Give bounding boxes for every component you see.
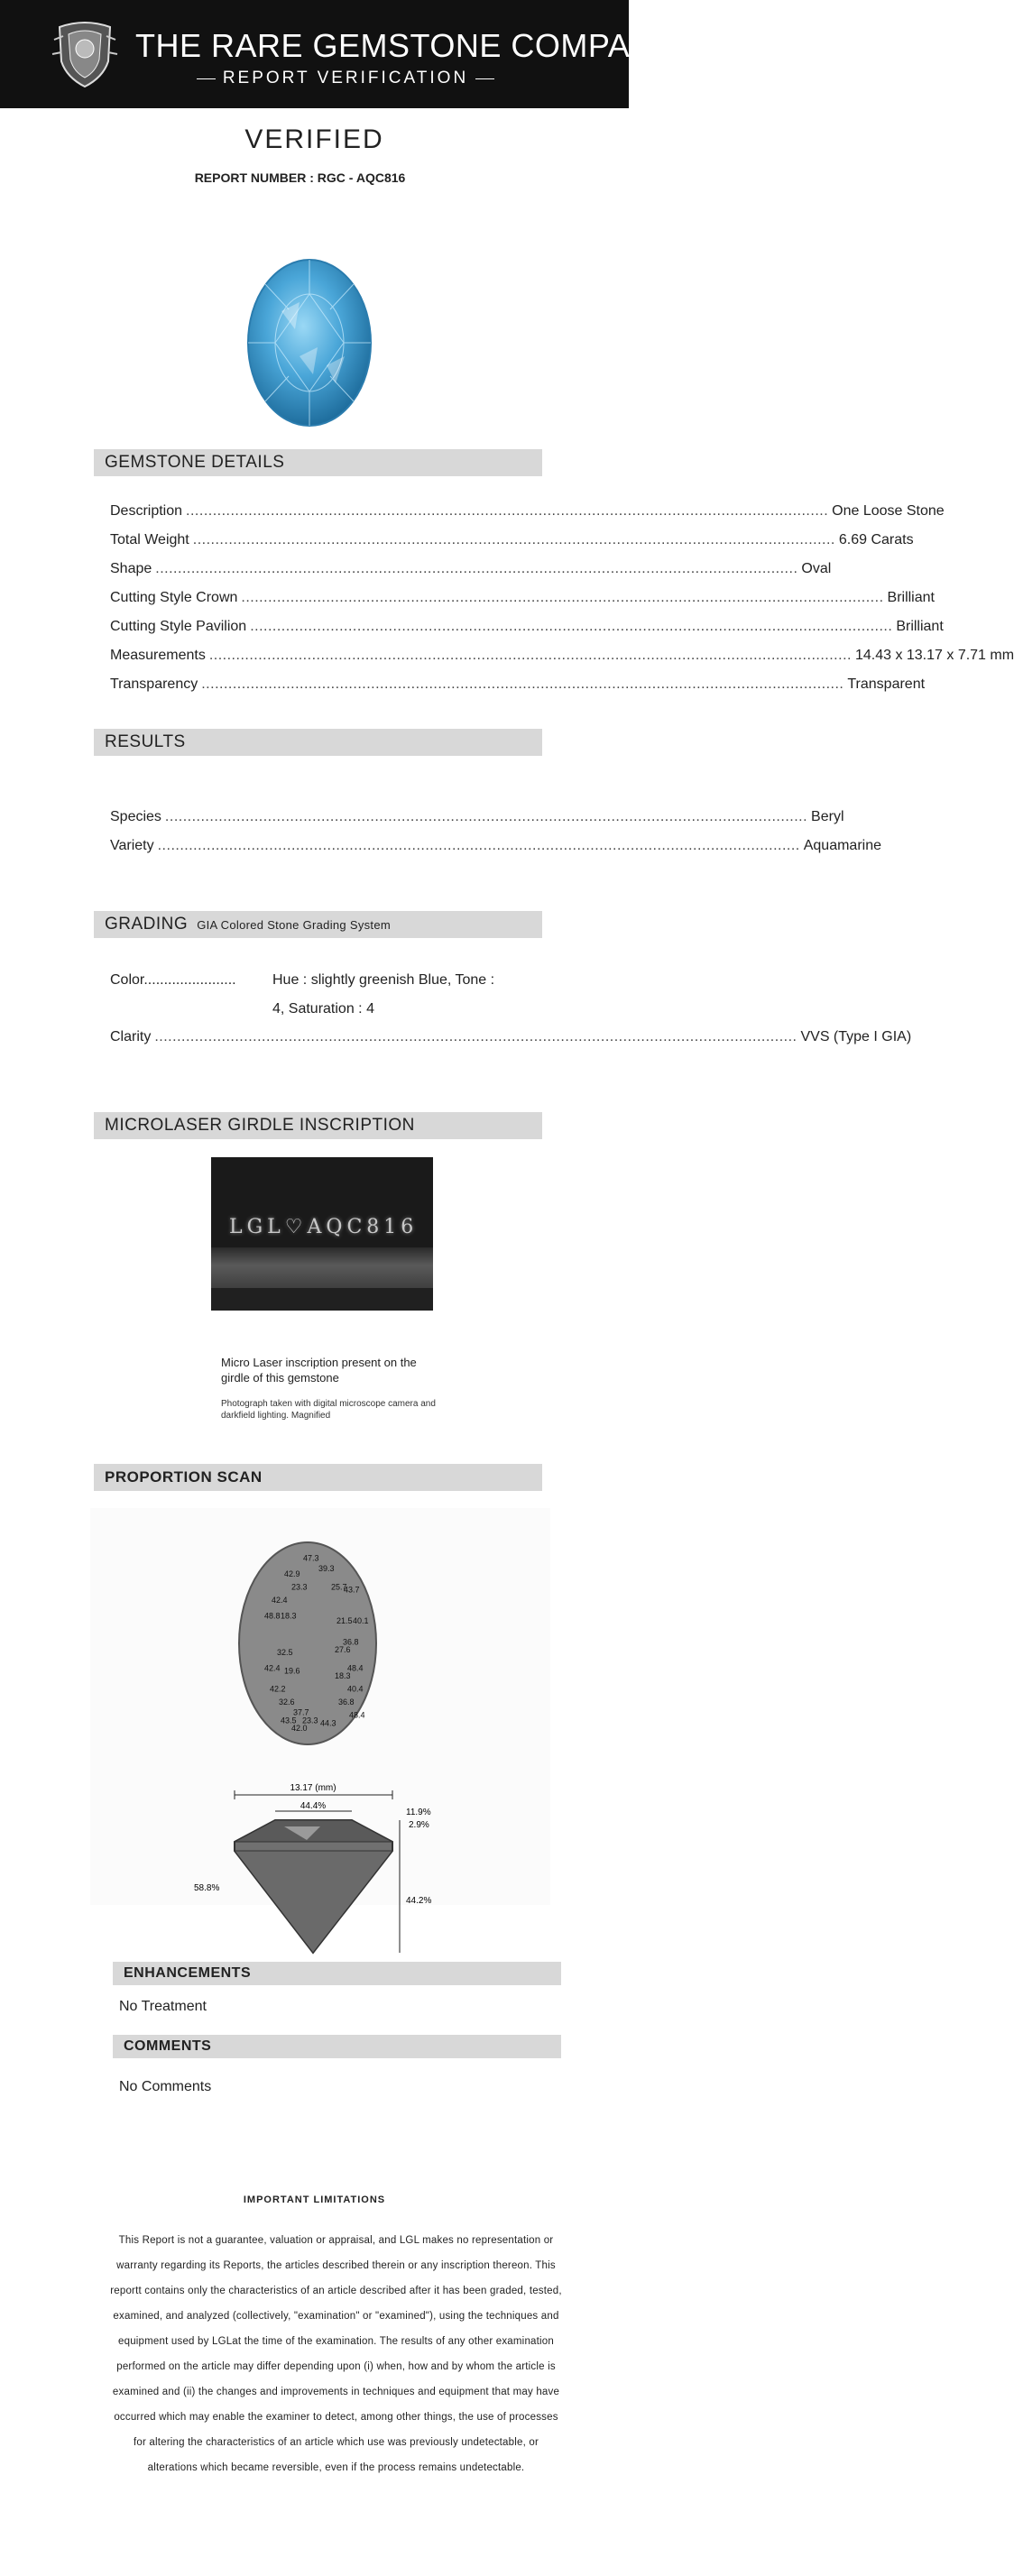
face-scan-value: 37.7 xyxy=(293,1707,309,1717)
face-scan-value: 48.8 xyxy=(264,1611,281,1621)
company-name: THE RARE GEMSTONE COMPANY™ xyxy=(135,27,686,64)
face-scan-value: 43.5 xyxy=(281,1716,297,1725)
comments-heading: COMMENTS xyxy=(113,2035,561,2058)
face-scan-value: 48.4 xyxy=(347,1663,364,1673)
verified-status: VERIFIED xyxy=(244,124,384,154)
result-row-species: Species ..... Beryl xyxy=(110,809,512,825)
face-scan-value: 42.4 xyxy=(264,1663,281,1673)
face-scan-value: 23.3 xyxy=(302,1716,318,1725)
face-scan-value: 19.6 xyxy=(284,1666,300,1676)
face-scan-value: 36.8 xyxy=(343,1637,359,1647)
face-scan-value: 21.5 xyxy=(336,1616,353,1626)
inscription-heading: MICROLASER GIRDLE INSCRIPTION xyxy=(94,1112,542,1139)
photo-caption: Photograph taken with digital microscope camera and darkfield lighting. Magnified xyxy=(221,1399,436,1421)
face-scan-value: 44.3 xyxy=(320,1718,336,1728)
result-row-variety: Variety ..... Aquamarine xyxy=(110,838,512,854)
face-scan-value: 18.3 xyxy=(335,1671,351,1681)
crest-shield-icon xyxy=(51,18,119,90)
detail-row-shape: Shape ..... Oval xyxy=(110,561,512,577)
profile-scan-diagram xyxy=(185,1783,456,1984)
grading-color-label: Color....................... xyxy=(110,972,236,988)
face-scan-value: 18.3 xyxy=(281,1611,297,1621)
gemstone-details-heading: GEMSTONE DETAILS xyxy=(94,449,542,476)
face-scan-value: 32.5 xyxy=(277,1648,293,1657)
face-scan-value: 25.7 xyxy=(331,1582,347,1592)
crown-pct: 11.9% xyxy=(406,1808,431,1817)
face-scan-value: 42.4 xyxy=(272,1596,288,1605)
inscription-caption: Micro Laser inscription present on the girdle of this gemstone xyxy=(221,1356,417,1385)
face-scan-value: 27.6 xyxy=(335,1645,351,1655)
grading-color-value-1: Hue : slightly greenish Blue, Tone : xyxy=(272,972,495,988)
face-scan-value: 32.6 xyxy=(279,1697,295,1707)
face-scan-value: 23.3 xyxy=(291,1582,308,1592)
face-scan-value: 47.3 xyxy=(303,1553,319,1563)
detail-row-pavilion: Cutting Style Pavilion ..... Brilliant xyxy=(110,619,512,635)
laser-inscription-photo xyxy=(211,1157,433,1311)
detail-row-total-weight: Total Weight ..... 6.69 Carats xyxy=(110,532,512,548)
face-scan-value: 43.7 xyxy=(344,1585,360,1595)
face-scan-value: 39.3 xyxy=(318,1564,335,1574)
detail-row-transparency: Transparency ..... Transparent xyxy=(110,676,512,693)
enhancements-heading: ENHANCEMENTS xyxy=(113,1962,561,1985)
limitations-text: This Report is not a guarantee, valuation or appraisal, and LGL makes no representation or warranty regarding its Reports, the articles described therein or any inscription thereon. This reportt contains only the characteristics of an article described after it has been graded, tested, examined, and analyzed (collectively, "examination" or "examined"), using the techniques and equipment used by LGLat the time of the examination. The results of any other examination performed on the article may differ depending upon (i) when, how and by whom the article is examined and (ii) the changes and improvements in techniques and equipment that may have occurred which may enable the examiner to detect, among other things, the use of processes for altering the characteristics of an article which use was previously undetectable, or alterations which became reversible, even if the process remains undetectable. xyxy=(110,2235,562,2473)
results-heading: RESULTS xyxy=(94,729,542,756)
table-pct: 44.4% xyxy=(300,1801,327,1811)
proportion-scan-heading: PROPORTION SCAN xyxy=(94,1464,542,1491)
limitations-title: IMPORTANT LIMITATIONS xyxy=(243,2194,386,2205)
detail-row-measurements: Measurements ..... 14.43 x 13.17 x 7.71 mm xyxy=(110,648,512,664)
grading-heading: GRADING GIA Colored Stone Grading System xyxy=(94,911,542,938)
total-depth-pct: 58.8% xyxy=(194,1883,220,1893)
comments-value: No Comments xyxy=(119,2079,212,2094)
face-scan-value: 36.8 xyxy=(338,1697,355,1707)
face-scan-value: 40.1 xyxy=(353,1616,369,1626)
header-banner xyxy=(0,0,686,108)
grading-color-value-2: 4, Saturation : 4 xyxy=(272,1001,374,1017)
report-verification-subtitle: REPORT VERIFICATION xyxy=(197,69,494,88)
gemstone-image xyxy=(245,257,373,428)
face-scan-value: 40.4 xyxy=(347,1684,364,1694)
width-label: 13.17 (mm) xyxy=(290,1783,336,1793)
report-number: REPORT NUMBER : RGC - AQC816 xyxy=(194,170,406,185)
enhancements-value: No Treatment xyxy=(119,1999,207,2014)
girdle-pct: 2.9% xyxy=(409,1820,429,1830)
detail-row-description: Description ..... One Loose Stone xyxy=(110,503,512,520)
detail-row-crown: Cutting Style Crown ..... Brilliant xyxy=(110,590,512,606)
face-scan-value: 42.9 xyxy=(284,1569,300,1578)
face-up-scan-diagram xyxy=(176,1524,465,1786)
grading-clarity-row: Clarity ..... VVS (Type I GIA) xyxy=(110,1029,507,1045)
face-scan-value: 42.0 xyxy=(291,1724,308,1734)
face-scan-value: 48.4 xyxy=(349,1710,365,1720)
pavilion-pct: 44.2% xyxy=(406,1896,432,1906)
face-scan-value: 42.2 xyxy=(270,1684,286,1694)
engraving-text: LGL♡AQC816 xyxy=(229,1216,419,1238)
